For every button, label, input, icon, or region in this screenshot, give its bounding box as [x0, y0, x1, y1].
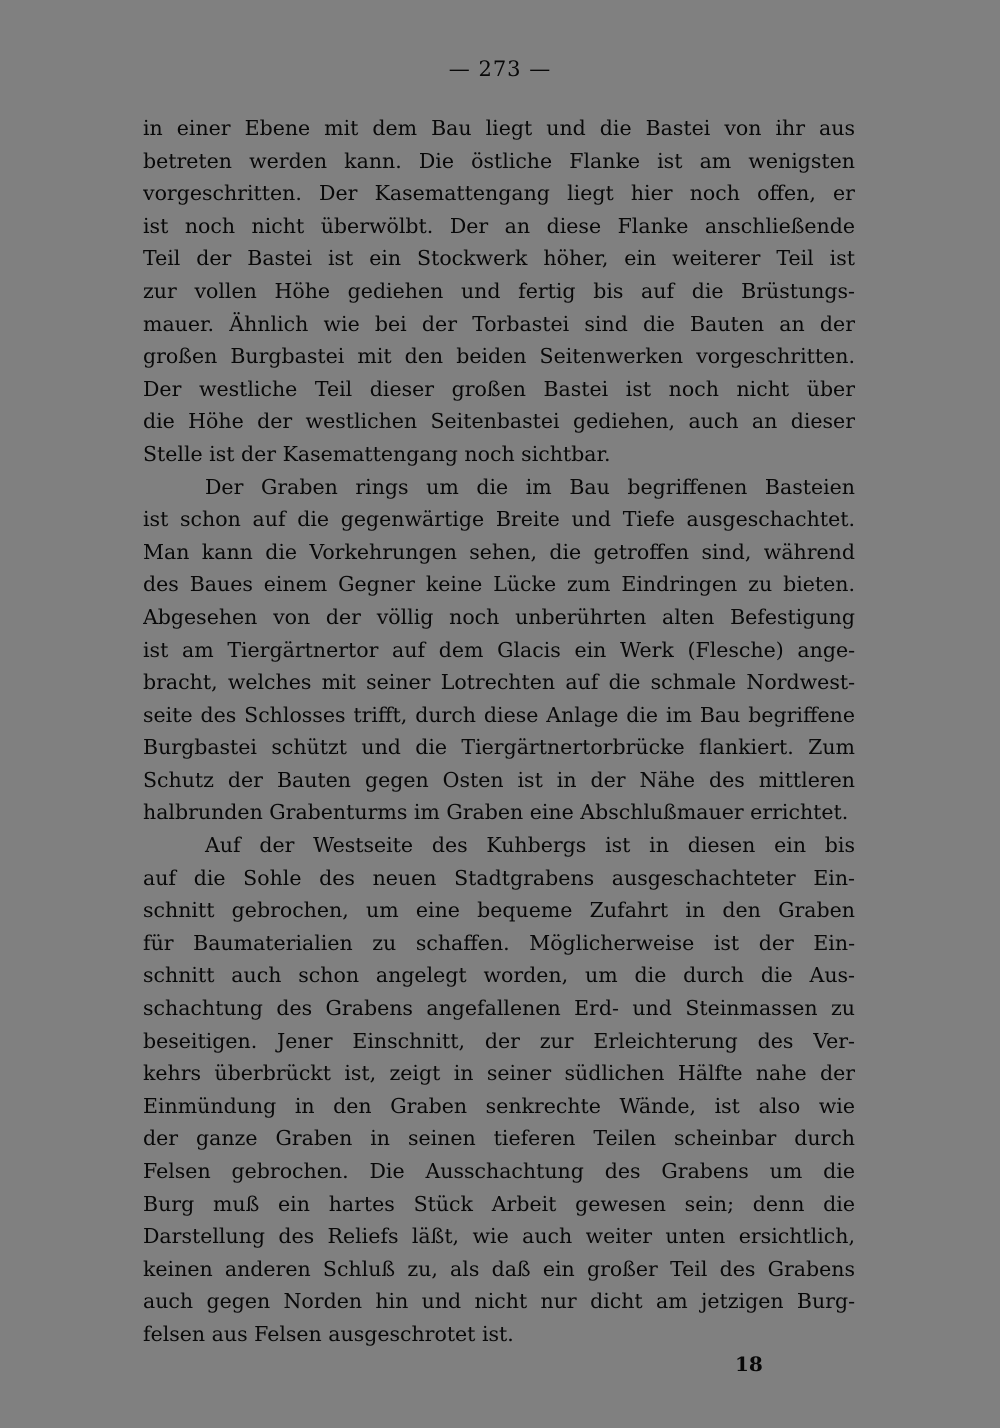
text-line: auf die Sohle des neuen Stadtgrabens ausgeschachteter Ein- — [143, 865, 855, 890]
text-line: halbrunden Grabenturms im Graben eine Abschlußmauer errichtet. — [143, 800, 849, 825]
text-line: Abgesehen von der völlig noch unberührten alten Befestigung — [143, 604, 855, 629]
text-line: Felsen gebrochen. Die Ausschachtung des Grabens um die — [143, 1159, 855, 1183]
text-line: für Baumaterialien zu schaffen. Möglicherweise ist der Ein- — [143, 930, 855, 955]
signature-mark: 18 — [735, 1352, 763, 1376]
text-line: mauer. Ähnlich wie bei der Torbastei sind die Bauten an der — [143, 311, 855, 336]
text-line: Schutz der Bauten gegen Osten ist in der Nähe des mittleren — [143, 767, 855, 792]
text-line: Teil der Bastei ist ein Stockwerk höher, ein weiterer Teil ist — [143, 246, 855, 271]
text-line: auch gegen Norden hin und nicht nur dicht am jetzigen Burg- — [143, 1289, 855, 1314]
text-line: ist noch nicht überwölbt. Der an diese Flanke anschließende — [143, 213, 855, 238]
text-line: Stelle ist der Kasemattengang noch sichtbar. — [143, 441, 611, 466]
text-line: kehrs überbrückt ist, zeigt in seiner südlichen Hälfte nahe der — [143, 1061, 855, 1086]
text-line: des Baues einem Gegner keine Lücke zum Eindringen zu bieten. — [143, 572, 855, 597]
text-line: großen Burgbastei mit den beiden Seitenwerken vorgeschritten. — [143, 344, 855, 369]
text-line: schachtung des Grabens angefallenen Erd- und Steinmassen zu — [143, 996, 855, 1021]
text-line: die Höhe der westlichen Seitenbastei gediehen, auch an dieser — [143, 409, 855, 434]
text-line: schnitt auch schon angelegt worden, um die durch die Aus- — [143, 963, 855, 988]
text-line: Einmündung in den Graben senkrechte Wände, ist also wie — [143, 1093, 855, 1118]
text-line: beseitigen. Jener Einschnitt, der zur Erleichterung des Ver- — [143, 1028, 855, 1053]
text-line: vorgeschritten. Der Kasemattengang liegt hier noch offen, er — [143, 181, 855, 206]
text-line: felsen aus Felsen ausgeschrotet ist. — [143, 1321, 514, 1346]
text-line: Auf der Westseite des Kuhbergs ist in diesen ein bis — [205, 833, 855, 858]
text-line: Der westliche Teil dieser großen Bastei ist noch nicht über — [143, 376, 855, 401]
text-line: Man kann die Vorkehrungen sehen, die getroffen sind, während — [143, 539, 855, 564]
text-line: der ganze Graben in seinen tieferen Teilen scheinbar durch — [143, 1126, 855, 1151]
text-line: Burgbastei schützt und die Tiergärtnertorbrücke flankiert. Zum — [143, 735, 855, 760]
text-line: betreten werden kann. Die östliche Flanke ist am wenigsten — [143, 148, 855, 173]
page-number: — 273 — — [448, 57, 552, 81]
text-line: seite des Schlosses trifft, durch diese Anlage die im Bau begriffene — [143, 702, 855, 727]
text-line: schnitt gebrochen, um eine bequeme Zufahrt in den Graben — [143, 898, 855, 923]
text-line: keinen anderen Schluß zu, als daß ein großer Teil des Grabens — [143, 1256, 855, 1281]
text-line: in einer Ebene mit dem Bau liegt und die Bastei von ihr aus — [143, 116, 855, 140]
text-line: ist am Tiergärtnertor auf dem Glacis ein Werk (Flesche) ange- — [143, 637, 855, 662]
text-line: Burg muß ein hartes Stück Arbeit gewesen sein; denn die — [143, 1191, 855, 1216]
text-line: zur vollen Höhe gediehen und fertig bis auf die Brüstungs- — [143, 278, 855, 303]
text-line: bracht, welches mit seiner Lotrechten auf die schmale Nordwest- — [143, 670, 855, 695]
text-line: ist schon auf die gegenwärtige Breite und Tiefe ausgeschachtet. — [143, 507, 855, 532]
text-line: Darstellung des Reliefs läßt, wie auch weiter unten ersichtlich, — [143, 1224, 855, 1249]
text-line: Der Graben rings um die im Bau begriffenen Basteien — [205, 474, 855, 499]
body-text — [143, 112, 855, 1351]
